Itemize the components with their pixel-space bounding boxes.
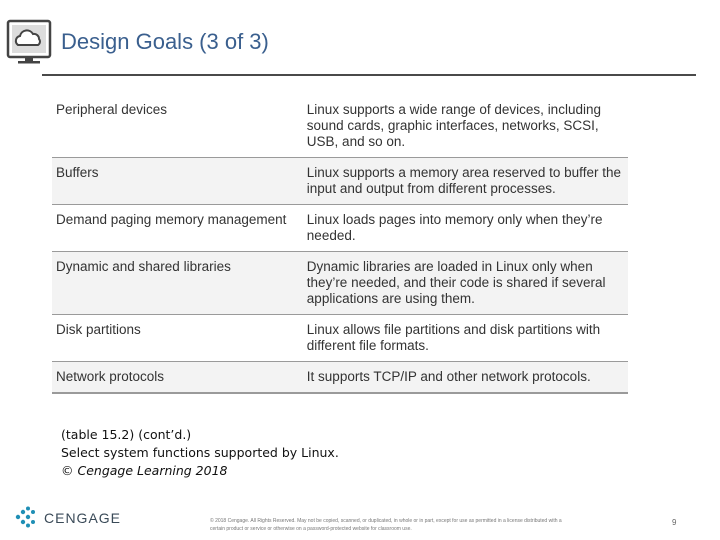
feature-cell: Dynamic and shared libraries bbox=[52, 252, 303, 315]
feature-cell: Peripheral devices bbox=[52, 94, 303, 158]
caption-credit: © Cengage Learning 2018 bbox=[61, 463, 228, 478]
page-title: Design Goals (3 of 3) bbox=[61, 29, 269, 54]
table-row bbox=[52, 252, 628, 315]
description-cell: Linux supports a memory area reserved to buffer the input and output from different processes. bbox=[303, 158, 628, 205]
table-row bbox=[52, 94, 628, 158]
feature-cell: Demand paging memory management bbox=[52, 205, 303, 252]
copyright-notice: © 2018 Cengage. All Rights Reserved. May not be copied, scanned, or duplicated, in whole or in part, except for use as permitted in a license distributed with a certain product or service or otherwise on a password-protected website for classroom use. bbox=[210, 518, 562, 532]
table-row bbox=[52, 362, 628, 394]
table-row bbox=[52, 315, 628, 362]
page-number: 9 bbox=[672, 518, 677, 527]
title-rule bbox=[42, 74, 696, 76]
caption-table-number: (table 15.2) (cont’d.) bbox=[61, 427, 192, 442]
caption-description: Select system functions supported by Linux. bbox=[61, 445, 339, 460]
feature-cell: Buffers bbox=[52, 158, 303, 205]
brand-name: CENGAGE bbox=[44, 510, 122, 526]
description-cell: Dynamic libraries are loaded in Linux only when they’re needed, and their code is shared if several applications are using them. bbox=[303, 252, 628, 315]
description-cell: It supports TCP/IP and other network protocols. bbox=[303, 362, 628, 394]
cloud-monitor-icon bbox=[6, 19, 52, 65]
table-caption bbox=[61, 426, 339, 480]
description-cell: Linux supports a wide range of devices, including sound cards, graphic interfaces, networks, SCSI, USB, and so on. bbox=[303, 94, 628, 158]
table-row bbox=[52, 205, 628, 252]
features-table bbox=[52, 94, 628, 394]
feature-cell: Disk partitions bbox=[52, 315, 303, 362]
description-cell: Linux loads pages into memory only when they’re needed. bbox=[303, 205, 628, 252]
table-row bbox=[52, 158, 628, 205]
description-cell: Linux allows file partitions and disk partitions with different file formats. bbox=[303, 315, 628, 362]
feature-cell: Network protocols bbox=[52, 362, 303, 394]
